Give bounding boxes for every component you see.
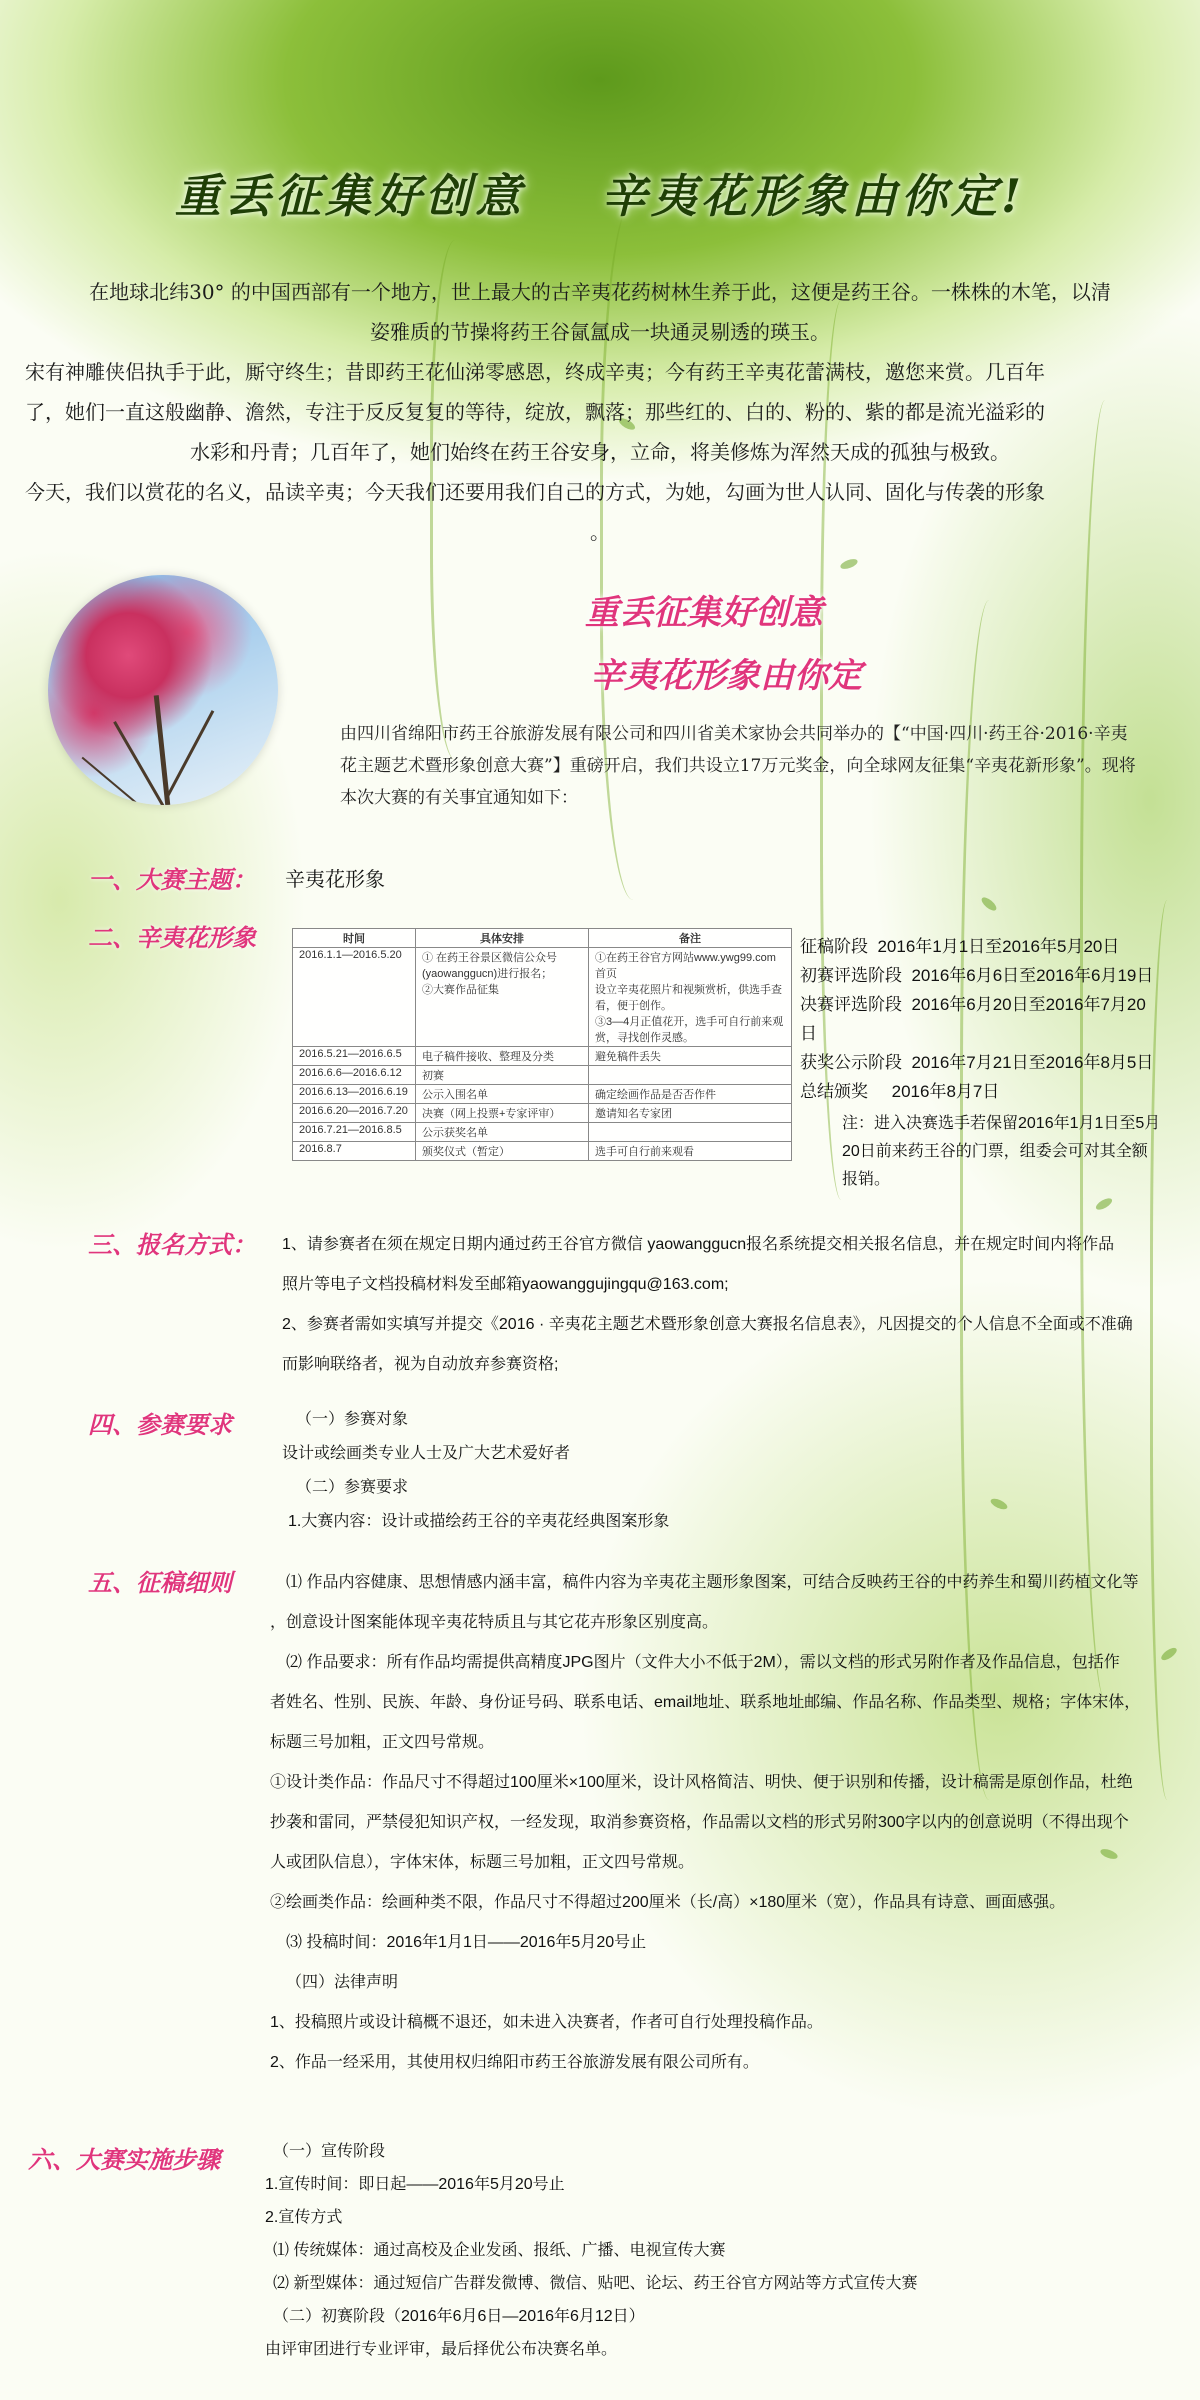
banner-title — [0, 160, 1200, 226]
table-header: 具体安排 — [416, 929, 589, 948]
intro-line: 今天，我们以赏花的名义，品读辛夷；今天我们还要用我们自己的方式，为她，勾画为世人认同、固化与传袭的形象 — [25, 480, 1045, 504]
stage-item — [800, 961, 1160, 990]
section6-line: ⑴ 传统媒体：通过高校及企业发函、报纸、广播、电视宣传大赛 — [273, 2242, 726, 2259]
section6-line: 由评审团进行专业评审，最后择优公布决赛名单。 — [265, 2341, 618, 2358]
table-cell: 电子稿件接收、整理及分类 — [416, 1047, 589, 1066]
section6-line: 2.宣传方式 — [265, 2209, 343, 2226]
section2-label: 二、辛夷花形象 — [88, 924, 256, 952]
section5-line: ⑴ 作品内容健康、思想情感内涵丰富，稿件内容为辛夷花主题形象图案，可结合反映药王谷的中药养生和蜀川药植文化等 — [286, 1574, 1139, 1591]
section3-line: 而影响联络者，视为自动放弃参赛资格; — [282, 1356, 559, 1373]
table-cell: 初赛 — [416, 1066, 589, 1085]
section5-line: （四）法律声明 — [286, 1974, 399, 1991]
section6-line: 1.宣传时间：即日起——2016年5月20号止 — [265, 2176, 565, 2193]
table-header: 备注 — [589, 929, 792, 948]
stage-range: 2016年7月21日至2016年8月5日 — [911, 1053, 1154, 1072]
schedule-table-wrap — [292, 928, 792, 1161]
banner-title-part1: 重丢征集好创意 — [174, 169, 525, 223]
table-cell: 2016.1.1—2016.5.20 — [293, 948, 416, 1047]
section1-value: 辛夷花形象 — [285, 869, 385, 891]
section5-line: ①设计类作品：作品尺寸不得超过100厘米×100厘米，设计风格简洁、明快、便于识别和传播，设计稿需是原创作品，杜绝 — [270, 1774, 1133, 1791]
table-cell: 决赛（网上投票+专家评审） — [416, 1104, 589, 1123]
subtitle-line1: 重丢征集好创意 — [585, 593, 823, 633]
table-row — [293, 1142, 792, 1161]
stage-item — [800, 1077, 1160, 1106]
table-cell: 确定绘画作品是否否作件 — [589, 1085, 792, 1104]
table-header: 时间 — [293, 929, 416, 948]
intro-paragraph — [25, 272, 1175, 552]
section5-line: ，创意设计图案能体现辛夷花特质且与其它花卉形象区别度高。 — [270, 1614, 719, 1631]
table-cell: 颁奖仪式（暂定） — [416, 1142, 589, 1161]
section5-line: ②绘画类作品：绘画种类不限，作品尺寸不得超过200厘米（长/高）×180厘米（宽），作品具有诗意、画面感强。 — [270, 1894, 1066, 1911]
section4-body — [282, 1403, 1162, 1539]
table-row — [293, 1104, 792, 1123]
section3-body — [282, 1225, 1162, 1385]
table-cell: 邀请知名专家团 — [589, 1104, 792, 1123]
section5-line: 2、作品一经采用，其使用权归绵阳市药王谷旅游发展有限公司所有。 — [270, 2054, 759, 2071]
stage-item — [800, 990, 1160, 1048]
section4-line: 1.大赛内容：设计或描绘药王谷的辛夷花经典图案形象 — [288, 1513, 670, 1530]
table-row — [293, 1047, 792, 1066]
table-cell: 避免稿件丢失 — [589, 1047, 792, 1066]
section5-line: ⑵ 作品要求：所有作品均需提供高精度JPG图片（文件大小不低于2M），需以文档的形式另附作者及作品信息，包括作 — [286, 1654, 1120, 1671]
table-cell: 公示入围名单 — [416, 1085, 589, 1104]
table-cell: ①在药王谷官方网站www.ywg99.com首页 设立辛夷花照片和视频赏析，供选手查看，便于创作。 ③3—4月正值花开，选手可自行前来观赏，寻找创作灵感。 — [589, 948, 792, 1047]
section5-label: 五、征稿细则 — [88, 1569, 232, 1597]
section3-label: 三、报名方式： — [88, 1231, 256, 1259]
stage-item — [800, 932, 1160, 961]
section5-line: 人或团队信息），字体宋体，标题三号加粗，正文四号常规。 — [270, 1854, 695, 1871]
table-cell: 2016.5.21—2016.6.5 — [293, 1047, 416, 1066]
section6-line: （二）初赛阶段（2016年6月6日—2016年6月12日） — [273, 2308, 645, 2325]
stage-range: 2016年8月7日 — [891, 1082, 1000, 1101]
table-cell: 2016.8.7 — [293, 1142, 416, 1161]
table-row — [293, 1066, 792, 1085]
table-cell: ① 在药王谷景区微信公众号(yaowanggucn)进行报名； ②大赛作品征集 — [416, 948, 589, 1047]
table-cell: 2016.6.6—2016.6.12 — [293, 1066, 416, 1085]
section5-line: 者姓名、性别、民族、年龄、身份证号码、联系电话、email地址、联系地址邮编、作品名称、作品类型、规格；字体宋体， — [270, 1694, 1141, 1711]
section6-line: ⑵ 新型媒体：通过短信广告群发微博、微信、贴吧、论坛、药王谷官方网站等方式宣传大赛 — [273, 2275, 918, 2292]
subtitle-line2: 辛夷花形象由你定 — [590, 656, 862, 696]
intro-line: 在地球北纬30° 的中国西部有一个地方，世上最大的古辛夷花药树林生养于此，这便是药王谷。一株株的木笔，以清 — [89, 280, 1111, 304]
section1-label: 一、大赛主题： — [88, 866, 256, 894]
section5-line: 标题三号加粗，正文四号常规。 — [270, 1734, 495, 1751]
section6-label: 六、大赛实施步骤 — [28, 2146, 220, 2174]
table-row — [293, 948, 792, 1047]
magnolia-photo — [48, 575, 278, 805]
stage-list — [800, 932, 1160, 1106]
table-header-row — [293, 929, 792, 948]
section4-line: 设计或绘画类专业人士及广大艺术爱好者 — [282, 1445, 571, 1462]
stage-range: 2016年6月6日至2016年6月19日 — [911, 966, 1154, 985]
stage-name: 征稿阶段 — [800, 937, 868, 956]
section6-body — [265, 2135, 1165, 2366]
section5-line: 抄袭和雷同，严禁侵犯知识产权，一经发现，取消参赛资格，作品需以文档的形式另附300字以内的创意说明（不得出现个 — [270, 1814, 1129, 1831]
table-cell — [589, 1123, 792, 1142]
table-cell: 2016.6.13—2016.6.19 — [293, 1085, 416, 1104]
stage-name: 获奖公示阶段 — [800, 1053, 902, 1072]
stage-name: 总结颁奖 — [800, 1082, 868, 1101]
schedule-table — [292, 928, 792, 1161]
table-cell: 2016.7.21—2016.8.5 — [293, 1123, 416, 1142]
section6-line: （一）宣传阶段 — [273, 2143, 386, 2160]
table-cell: 选手可自行前来观看 — [589, 1142, 792, 1161]
section3-line: 照片等电子文档投稿材料发至邮箱yaowanggujingqu@163.com; — [282, 1276, 729, 1293]
banner-title-part2: 辛夷花形象由你定! — [600, 169, 1026, 223]
intro-line: 了，她们一直这般幽静、澹然，专注于反反复复的等待，绽放，飘落；那些红的、白的、粉的、紫的都是流光溢彩的 — [25, 400, 1045, 424]
section4-line: （二）参赛要求 — [296, 1479, 409, 1496]
intro-line: 宋有神雕侠侣执手于此，厮守终生；昔即药王花仙涕零感恩，终成辛夷；今有药王辛夷花蕾满枝，邀您来赏。几百年 — [25, 360, 1045, 384]
stage-item — [800, 1048, 1160, 1077]
table-cell: 公示获奖名单 — [416, 1123, 589, 1142]
section5-line: 1、投稿照片或设计稿概不退还，如未进入决赛者，作者可自行处理投稿作品。 — [270, 2014, 823, 2031]
stage-name: 初赛评选阶段 — [800, 966, 902, 985]
intro-line: 。 — [590, 520, 610, 544]
stage-range: 2016年1月1日至2016年5月20日 — [877, 937, 1120, 956]
section4-label: 四、参赛要求 — [88, 1411, 232, 1439]
section5-body — [270, 1563, 1170, 2083]
table-cell — [589, 1066, 792, 1085]
section4-line: （一）参赛对象 — [296, 1411, 409, 1428]
organizer-text: 由四川省绵阳市药王谷旅游发展有限公司和四川省美术家协会共同举办的【“中国·四川·药王谷·2016·辛夷花主题艺术暨形象创意大赛”】重磅开启，我们共设立17万元奖金，向全球网友征集“辛夷花新形象”。现将本次大赛的有关事宜通知如下： — [340, 724, 1136, 808]
table-cell: 2016.6.20—2016.7.20 — [293, 1104, 416, 1123]
intro-line: 水彩和丹青；几百年了，她们始终在药王谷安身，立命，将美修炼为浑然天成的孤独与极致。 — [190, 440, 1010, 464]
stage-range: 2016年6月20日至2016年7月20日 — [800, 995, 1146, 1043]
intro-line: 姿雅质的节操将药王谷氤氲成一块通灵剔透的瑛玉。 — [370, 320, 830, 344]
section3-line: 2、参赛者需如实填写并提交《2016 · 辛夷花主题艺术暨形象创意大赛报名信息表》，凡因提交的个人信息不全面或不准确 — [282, 1316, 1133, 1333]
section3-line: 1、请参赛者在须在规定日期内通过药王谷官方微信 yaowanggucn报名系统提交相关报名信息，并在规定时间内将作品 — [282, 1236, 1115, 1253]
table-row — [293, 1123, 792, 1142]
stage-note: 注：进入决赛选手若保留2016年1月1日至5月20日前来药王谷的门票，组委会可对其全额报销。 — [842, 1115, 1161, 1188]
section5-line: ⑶ 投稿时间：2016年1月1日——2016年5月20号止 — [286, 1934, 647, 1951]
stage-name: 决赛评选阶段 — [800, 995, 902, 1014]
table-row — [293, 1085, 792, 1104]
